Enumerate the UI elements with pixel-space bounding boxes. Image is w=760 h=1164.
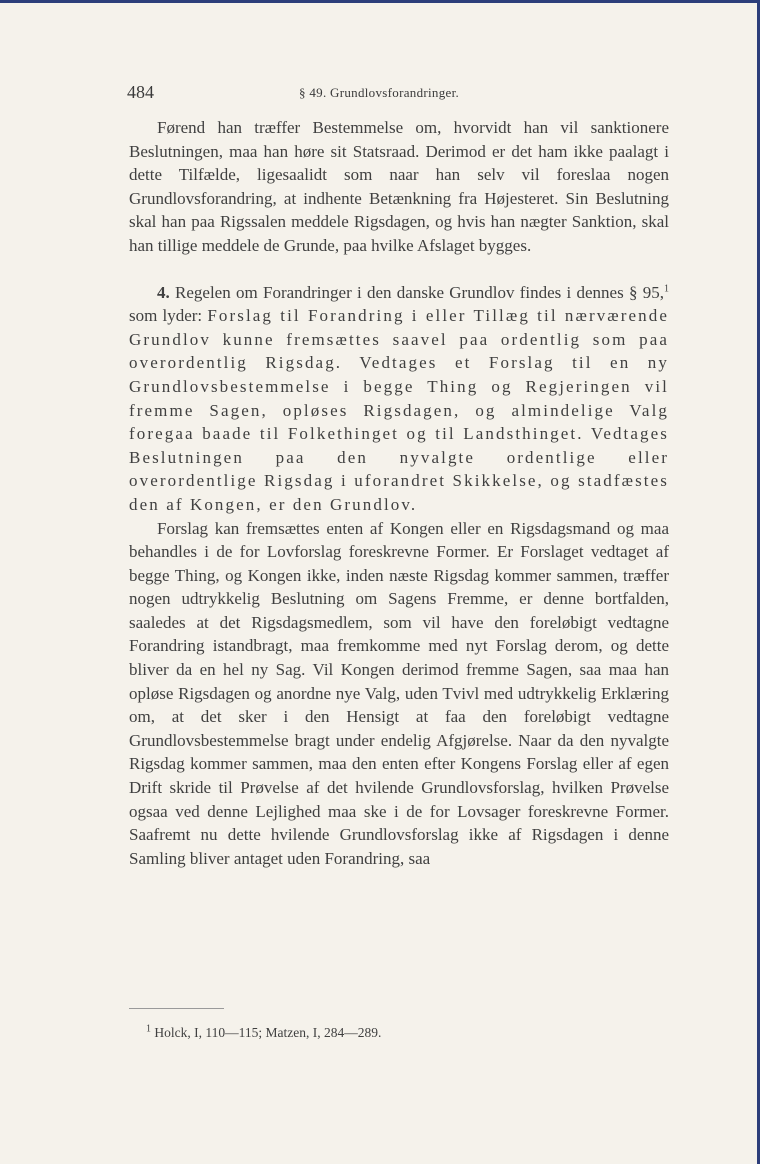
paragraph-2-intro: Regelen om Forandringer i den danske Grundlov findes i dennes § 95, [175,282,665,302]
grundlov-quote: Forslag til Forandring i eller Tillæg til nærværende Grundlov kunne fremsættes saavel paa ordentlig som paa overordentlig Rigsdag. Vedtages et Forslag til en ny Grundlovsbestemmelse i begge Thing og Regjeringen vil fremme Sagen, opløses Rigsdagen, og almindelige Valg foregaa baade til Folkethinget og til Landsthinget. Vedtages Beslutningen paa den nyvalgte ordentlige eller overordentlige Rigsdag i uforandret Skikkelse, og stadfæstes den af Kongen, er den Grundlov. [129,306,669,514]
footnote-reference: 1 [664,282,670,294]
body-text [129,116,669,870]
footnote-divider [129,1008,224,1009]
footnote-marker: 1 [146,1023,151,1035]
paragraph-1: Førend han træffer Bestemmelse om, hvorvidt han vil sanktionere Beslutningen, maa han høre sit Statsraad. Derimod er det ham ikke paalagt i dette Tilfælde, ligesaalidt som naar han selv vil foreslaa nogen Grundlovsforandring, at indhente Betænkning fra Højesteret. Sin Beslutning skal han paa Rigssalen meddele Rigsdagen, og hvis han nægter Sanktion, skal han tillige meddele de Grunde, paa hvilke Afslaget bygges. [129,118,669,255]
footnote-text: Holck, I, 110—115; Matzen, I, 284—289. [154,1025,382,1040]
page-header [127,82,667,106]
footnote [146,1025,381,1041]
scan-edge-top [0,0,760,3]
section-number: 4. [157,282,170,302]
running-head: § 49. Grundlovsforandringer. [299,85,460,100]
paragraph-3: Forslag kan fremsættes enten af Kongen eller en Rigsdagsmand og maa behandles i de for Lovforslag foreskrevne Former. Er Forslaget vedtaget af begge Thing, og Kongen ikke, inden næste Rigsdag kommer sammen, træffer nogen udtrykkelig Beslutning om Sagens Fremme, er denne bortfalden, saaledes at det Rigsdagsmedlem, som vil have den foreløbigt vedtagne Forandring istandbragt, maa fremkomme med nyt Forslag derom, og dette bliver da en hel ny Sag. Vil Kongen derimod fremme Sagen, saa maa han opløse Rigsdagen og anordne nye Valg, uden Tvivl med udtrykkelig Erklæring om, at det sker i den Hensigt at faa den foreløbigt vedtagne Grundlovsbestemmelse bragt under endelig Afgjørelse. Naar da den nyvalgte Rigsdag kommer sammen, maa den enten efter Kongens Forslag eller af egen Drift skride til Prøvelse af det hvilende Grundlovsforslag, hvilken Prøvelse ogsaa ved denne Lejlighed maa ske i de for Lovsager foreskrevne Former. Saafremt nu dette hvilende Grundlovsforslag ikke af Rigsdagen i denne Samling bliver antaget uden Forandring, saa [129,518,669,868]
paragraph-2-mid: som lyder: [129,306,203,326]
paragraph-2 [129,281,669,517]
page-number: 484 [127,82,154,102]
